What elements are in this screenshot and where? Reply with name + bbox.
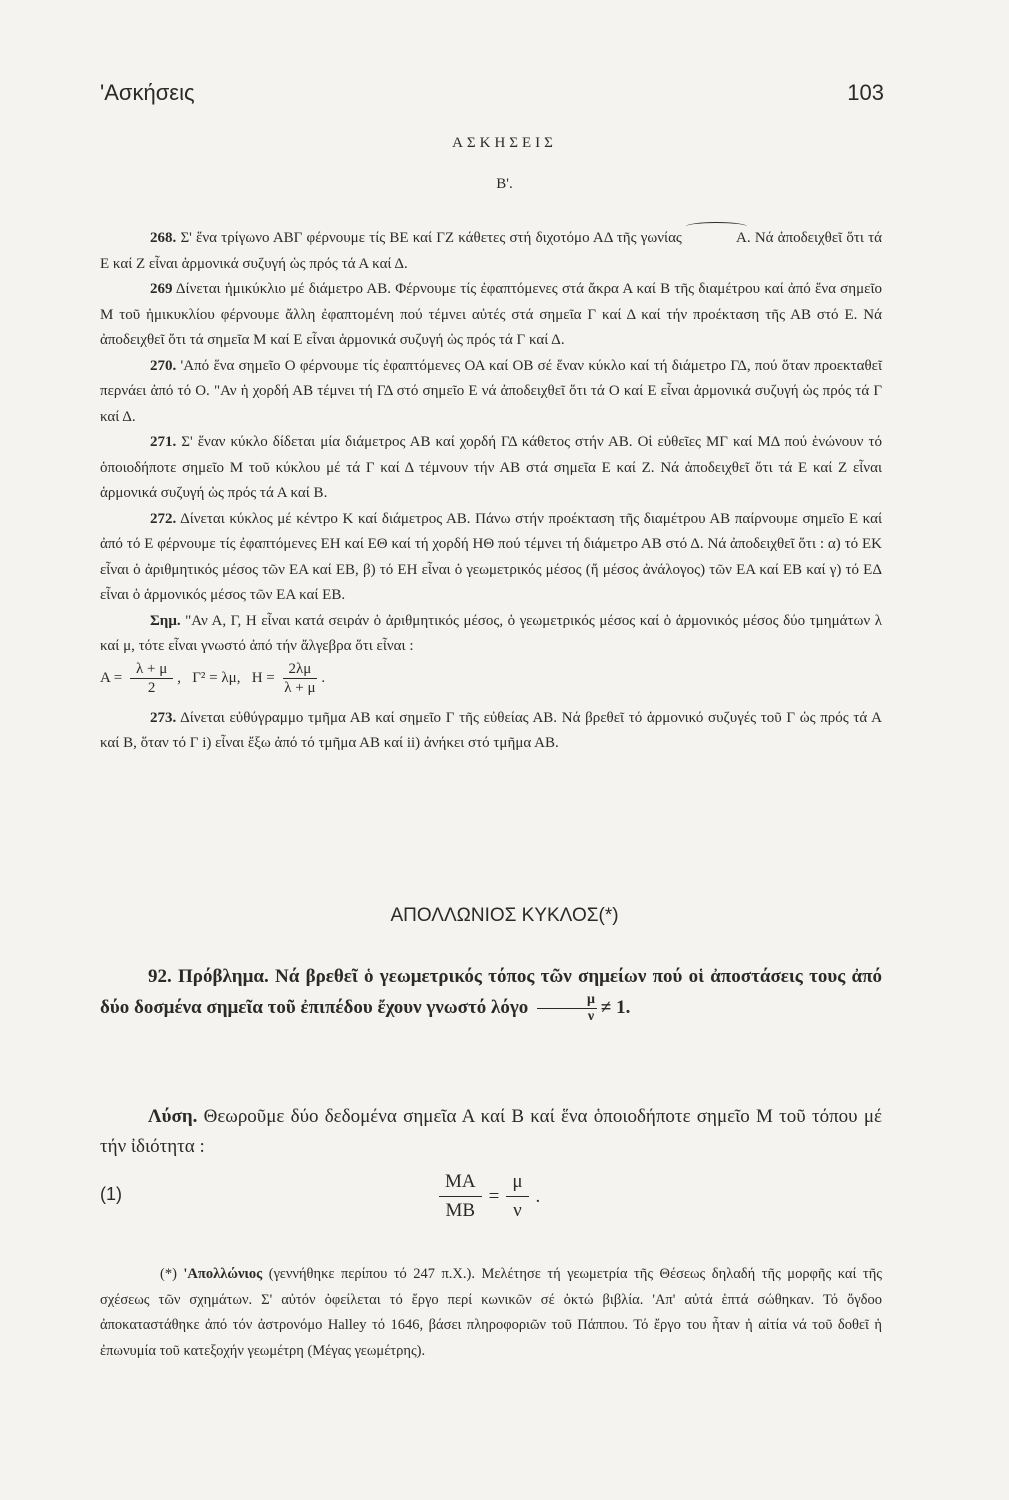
equation-body [435, 1168, 543, 1225]
exercise-text: 'Από ἕνα σημεῖο Ο φέρνουμε τίς ἐφαπτόμενες ΟΑ καί ΟΒ σέ ἕναν κύκλο καί τή διάμετρο ΓΔ, πού ὅταν προεκταθεῖ περνάει ἀπό τό Ο. "Αν ἡ χορδή ΑΒ τέμνει τή ΓΔ στό σημεῖο Ε νά ἀποδειχθεῖ ὅτι τά Ο καί Ε εἶναι ἁρμονικά συζυγή ὡς πρός τά Γ καί Δ. [100, 357, 882, 425]
exercise-272 [100, 507, 882, 609]
equation-lhs-fraction [439, 1168, 482, 1225]
formula-a-fraction [130, 660, 173, 697]
equation-1 [100, 1168, 882, 1238]
ratio-numerator: μ [537, 992, 597, 1009]
footnote-text: (γεννήθηκε περίπου τό 247 π.Χ.). Μελέτησε τή γεωμετρία τῆς Θέσεως δηλαδή τῆς μορφῆς καί τῆς σχέσεως τῶν σχημάτων. Σ' αὐτόν ὀφείλεται τό ἔργο περί κωνικῶν σέ ὀκτώ βιβλία. 'Απ' αὐτά ἑπτά σώθηκαν. Τό ὄγδοο ἀποκαταστάθηκε ἀπό τόν ἀστρονόμο Halley τό 1646, βάσει πληροφοριῶν τοῦ Πάππου. Τό ἔργο του ἦταν ἡ αἰτία νά τοῦ δοθεῖ ἡ ἐπωνυμία τοῦ κατεξοχήν γεωμέτρη (Μέγας γεωμέτρης). [100, 1266, 883, 1359]
exercise-number: 272. [150, 510, 177, 527]
footnote-marker: (*) [160, 1266, 177, 1282]
exercise-text: Σ' ἕνα τρίγωνο ΑΒΓ φέρνουμε τίς ΒΕ καί ΓΖ κάθετες στή διχοτόμο ΑΔ τῆς γωνίας [180, 230, 687, 246]
angle-symbol: Α [686, 226, 747, 252]
problem-text: Νά βρεθεῖ ὁ γεωμετρικός τόπος τῶν σημείων πού οἱ ἀποστάσεις τους ἀπό δύο δοσμένα σημεῖα τοῦ ἐπιπέδου ἔχουν γνωστό λόγο [100, 966, 882, 1018]
note-label: Σημ. [150, 612, 181, 629]
exercise-number: 271. [150, 434, 177, 450]
exercise-268 [100, 226, 882, 277]
problem-92 [100, 962, 882, 1025]
exercise-273 [100, 706, 882, 757]
exercise-text: Σ' ἕναν κύκλο δίδεται μία διάμετρος ΑΒ καί χορδή ΓΔ κάθετος στήν ΑΒ. Οἱ εὐθεῖες ΜΓ καί ΜΔ πού ἑνώνουν τό ὁποιοδήποτε σημεῖο Μ τοῦ κύκλου μέ τά Γ καί Δ τέμνουν τήν ΑΒ στά σημεῖα Ε καί Ζ. Νά ἀποδειχθεῖ ὅτι τά Ε καί Ζ εἶναι ἁρμονικά συζυγή ὡς πρός τά Α καί Β. [100, 434, 883, 501]
solution-paragraph [100, 1102, 882, 1162]
formula-a-numerator: λ + μ [130, 660, 173, 679]
means-formula [100, 660, 882, 706]
note [100, 609, 882, 660]
equation-rhs-denominator: ν [513, 1200, 522, 1221]
formula-separator: , [177, 669, 181, 686]
equation-lhs-numerator: ΜΑ [439, 1168, 482, 1197]
exercise-text: Δίνεται ἡμικύκλιο μέ διάμετρο ΑΒ. Φέρνουμε τίς ἐφαπτόμενες στά ἄκρα Α καί Β τῆς διαμέτρου καί ἀπό ἕνα σημεῖο Μ τοῦ ἡμικυκλίου φέρνουμε ἄλλη ἐφαπτομένη πού τέμνει αὐτές στά σημεῖα Γ καί Δ καί τήν προέκταση τῆς ΑΒ στό Ε. Νά ἀποδειχθεῖ ὅτι τά σημεῖα Μ καί Ε εἶναι ἁρμονικά συζυγή ὡς πρός τά Γ καί Δ. [100, 281, 882, 348]
footnote-paragraph [100, 1262, 882, 1364]
equation-lhs-denominator: ΜΒ [445, 1200, 476, 1221]
exercises-list [100, 226, 882, 757]
running-head [100, 80, 884, 110]
problem-label: 92. Πρόβλημα. [148, 966, 269, 987]
solution-label: Λύση. [148, 1106, 198, 1127]
formula-h-lhs: Η = [251, 669, 275, 686]
formula-g: Γ² = λμ, [192, 669, 241, 686]
exercise-number: 270. [150, 357, 177, 374]
exercise-271 [100, 430, 882, 507]
equation-end: . [535, 1185, 541, 1207]
formula-end: . [321, 669, 326, 686]
exercise-text: Δίνεται κύκλος μέ κέντρο Κ καί διάμετρος ΑΒ. Πάνω στήν προέκταση τῆς διαμέτρου ΑΒ παίρνουμε σημεῖο Ε καί ἀπό τό Ε φέρνουμε τίς ἐφαπτόμενες ΕΗ καί ΕΘ καί τή χορδή ΗΘ πού τέμνει τή διάμετρο ΑΒ στό Δ. Νά ἀποδειχθεῖ ὅτι : α) τό ΕΚ εἶναι ὁ ἀριθμητικός μέσος τῶν ΕΑ καί ΕΒ, β) τό ΕΗ εἶναι ὁ γεωμετρικός μέσος (ἤ μέσος ἀνάλογος) τῶν ΕΑ καί ΕΒ καί γ) τό ΕΔ εἶναι ὁ ἁρμονικός μέσος τῶν ΕΑ καί ΕΒ. [100, 510, 882, 603]
exercise-number: 269 [150, 281, 173, 297]
exercises-subheading: Β'. [496, 176, 513, 192]
exercise-number: 273. [150, 709, 177, 726]
equation-rhs-fraction [506, 1168, 528, 1225]
equation-number: (1) [100, 1184, 122, 1204]
formula-a-denominator: 2 [147, 679, 156, 696]
note-text: "Αν Α, Γ, Η εἶναι κατά σειράν ὁ ἀριθμητικός μέσος, ὁ γεωμετρικός μέσος καί ὁ ἁρμονικός μέσος δύο τμημάτων λ καί μ, τότε εἶναι γνωστό ἀπό τήν ἄλγεβρα ὅτι εἶναι : [100, 612, 882, 654]
formula-h-denominator: λ + μ [284, 679, 316, 696]
section-title: ΑΠΟΛΛΩΝΙΟΣ ΚΥΚΛΟΣ(*) [390, 905, 619, 926]
exercise-text: . Νά ἀποδειχθεῖ ὅτι τά Ε καί Ζ εἶναι ἁρμονικά συζυγή ὡς πρός τά Α καί Δ. [100, 230, 883, 272]
equation-rhs-numerator: μ [506, 1168, 528, 1197]
footnote-name: 'Απολλώνιος [183, 1266, 263, 1282]
page-number: 103 [847, 80, 884, 105]
ratio-denominator: ν [587, 1009, 595, 1024]
footnote [100, 1262, 882, 1364]
formula-a-lhs: Α = [100, 669, 123, 686]
equals-sign: = [488, 1185, 500, 1207]
exercise-269 [100, 277, 882, 354]
formula-h-fraction [283, 660, 318, 697]
running-head-title: 'Ασκήσεις [100, 80, 195, 105]
exercise-270 [100, 354, 882, 431]
exercise-text: Δίνεται εὐθύγραμμο τμῆμα ΑΒ καί σημεῖο Γ τῆς εὐθείας ΑΒ. Νά βρεθεῖ τό ἁρμονικό συζυγές τοῦ Γ ὡς πρός τά Α καί Β, ὅταν τό Γ i) εἶναι ἔξω ἀπό τό τμῆμα ΑΒ καί ii) ἀνήκει στό τμῆμα ΑΒ. [100, 709, 882, 751]
solution-text: Θεωροῦμε δύο δεδομένα σημεῖα Α καί Β καί ἕνα ὁποιοδήποτε σημεῖο Μ τοῦ τόπου μέ τήν ἰδιότητα : [100, 1106, 882, 1157]
problem-statement [100, 962, 882, 1025]
formula-h-numerator: 2λμ [283, 660, 318, 679]
exercises-heading: ΑΣΚΗΣΕΙΣ [452, 135, 557, 151]
ratio-fraction [537, 992, 597, 1025]
exercise-number: 268. [150, 230, 177, 246]
solution [100, 1102, 882, 1162]
ratio-tail: ≠ 1. [600, 996, 631, 1018]
